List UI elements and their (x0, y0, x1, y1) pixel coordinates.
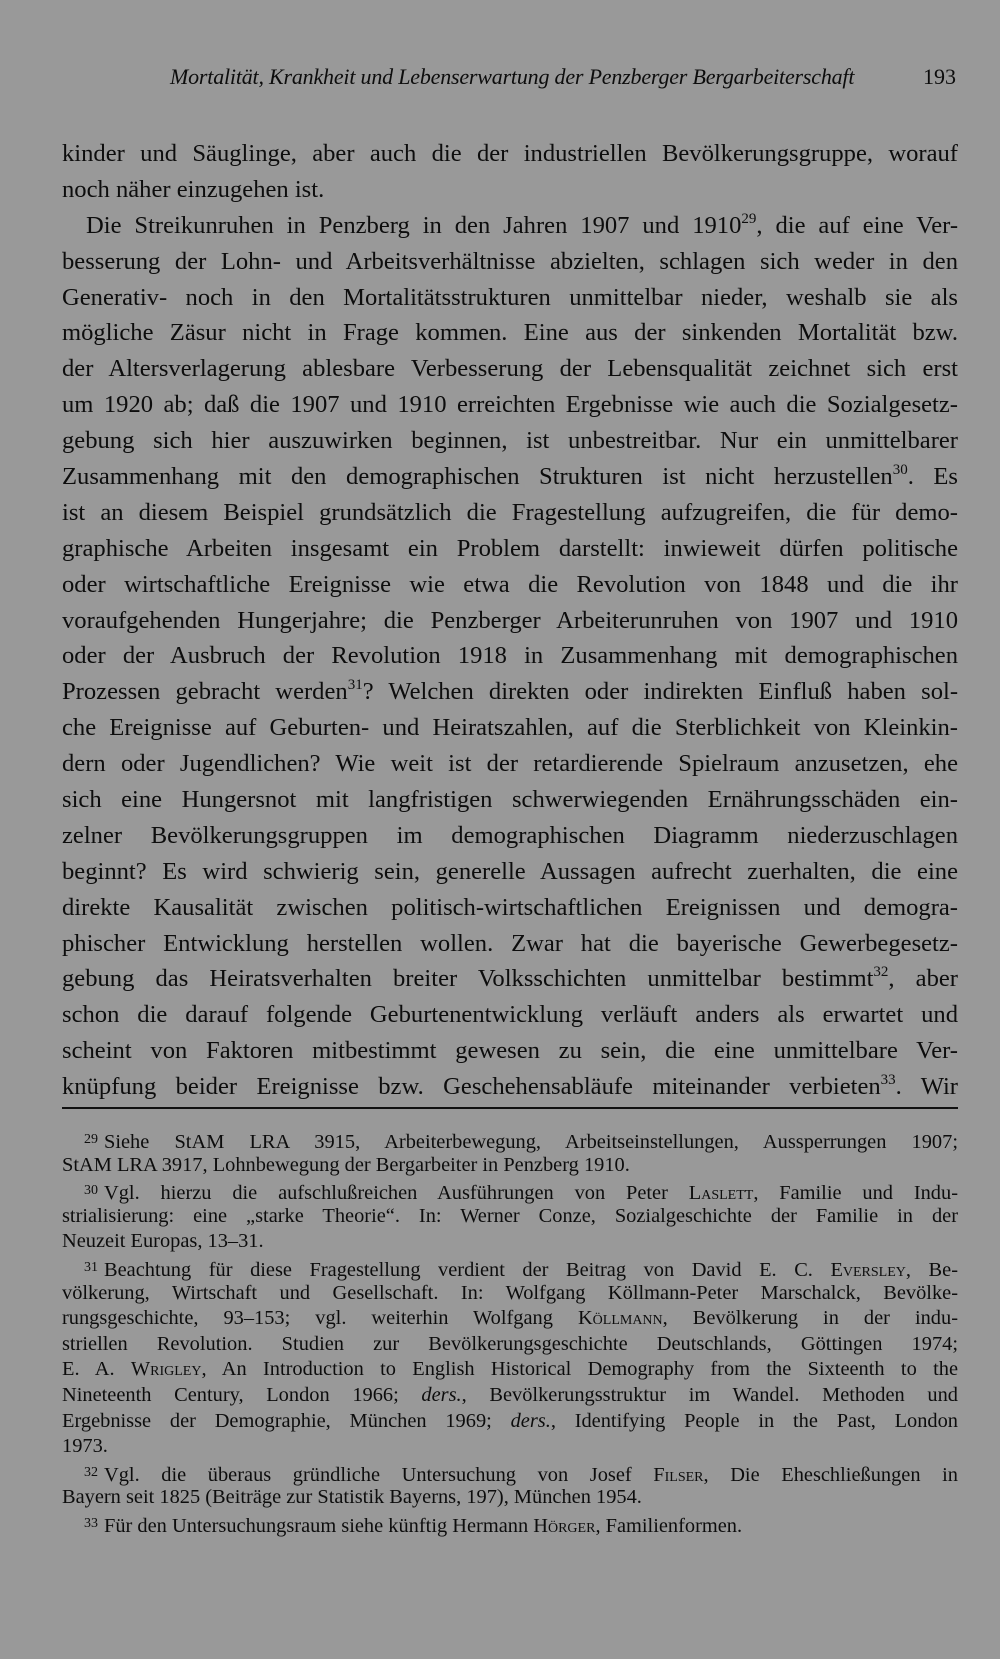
footnote-text: Ergebnisse der Demographie, München 1969; (62, 1409, 511, 1432)
footnote-line (62, 1383, 958, 1409)
footnote-ref-32: 32 (873, 964, 889, 981)
footnote-line: strialisierung: eine „starke Theorie“. In: Werner Conze, Sozialgeschichte der Familie in der (62, 1204, 958, 1227)
body-line: der Altersverlagerung ablesbare Verbesserung der Lebensqualität zeichnet sich erst (62, 355, 958, 383)
text-fragment: gebung das Heiratsverhalten breiter Volksschichten unmittelbar bestimmt (62, 965, 874, 993)
footnote-text: , Familienformen. (595, 1514, 743, 1537)
footnote-number: 31 (84, 1259, 98, 1275)
body-line (62, 674, 958, 710)
text-fragment: . Wir (895, 1073, 958, 1101)
text-fragment: , aber (888, 965, 958, 993)
footnote-line: 1973. (62, 1435, 108, 1458)
body-line: graphische Arbeiten insgesamt ein Problem darstellt: inwieweit dürfen politische (62, 534, 958, 562)
body-line: schon die darauf folgende Geburtenentwicklung verläuft anders als erwartet und (62, 1001, 958, 1029)
footnote-text: , An Introduction to English Historical Demography from the Sixteenth to the (201, 1358, 958, 1381)
author-name: Filser (653, 1463, 704, 1486)
body-line (62, 1069, 958, 1105)
footnote-text: , Be- (905, 1258, 958, 1281)
body-line (62, 459, 958, 495)
footnote-number: 29 (84, 1132, 98, 1147)
body-line: noch näher einzugehen ist. (62, 175, 325, 203)
running-title: Mortalität, Krankheit und Lebenserwartung der Penzberger Bergarbeiterschaft (170, 64, 855, 89)
footnote-line: striellen Revolution. Studien zur Bevölkerungsgeschichte Deutschlands, Göttingen 1974; (62, 1332, 958, 1355)
body-line: direkte Kausalität zwischen politisch-wirtschaftlichen Ereignissen und demogra- (62, 893, 958, 921)
body-line: voraufgehenden Hungerjahre; die Penzberger Arbeiterunruhen von 1907 und 1910 (62, 606, 958, 634)
footnote-line (62, 1409, 958, 1435)
footnote-30 (62, 1178, 958, 1204)
text-fragment: , die auf eine Ver- (756, 211, 959, 239)
footnote-separator (62, 1107, 958, 1109)
footnote-line: Neuzeit Europas, 13–31. (62, 1230, 264, 1253)
footnote-text: Für den Untersuchungsraum siehe künftig Hermann (104, 1514, 534, 1537)
footnote-ref-33: 33 (880, 1072, 896, 1089)
body-line: besserung der Lohn- und Arbeitsverhältnisse abzielten, schlagen sich weder in den (62, 247, 958, 275)
body-line: ist an diesem Beispiel grundsätzlich die Fragestellung aufzugreifen, die für demo- (62, 498, 958, 526)
author-name: Laslett (688, 1182, 754, 1205)
footnote-text: E. A. (62, 1358, 131, 1381)
body-line: zelner Bevölkerungsgruppen im demographischen Diagramm niederzuschlagen (62, 821, 958, 849)
footnote-text: rungsgeschichte, 93–153; vgl. weiterhin Wolfgang (62, 1307, 578, 1330)
body-line: kinder und Säuglinge, aber auch die der industriellen Bevölkerungsgruppe, worauf (62, 140, 958, 167)
text-fragment: Prozessen gebracht werden (62, 678, 348, 706)
footnote-33 (62, 1511, 958, 1537)
text-fragment: Die Streikunruhen in Penzberg in den Jahren 1907 und 1910 (86, 211, 742, 239)
footnote-ref-29: 29 (741, 210, 757, 227)
body-line: um 1920 ab; daß die 1907 und 1910 erreichten Ergebnisse wie auch die Sozialgesetz- (62, 391, 958, 419)
footnote-text: , Die Eheschließungen in (703, 1463, 958, 1486)
footnote-32 (62, 1460, 958, 1486)
footnote-line: völkerung, Wirtschaft und Gesellschaft. In: Wolfgang Köllmann-Peter Marschalck, Bevölke- (62, 1281, 958, 1304)
footnote-29 (62, 1127, 958, 1153)
page-number: 193 (923, 64, 956, 89)
footnote-31 (62, 1255, 958, 1281)
text-fragment: . Es (907, 463, 959, 491)
footnote-text: Nineteenth Century, London 1966; (62, 1383, 422, 1406)
body-line: phischer Entwicklung herstellen wollen. Zwar hat die bayerische Gewerbegesetz- (62, 929, 958, 957)
footnote-ref-31: 31 (347, 677, 363, 694)
ibid-reference: ders. (421, 1383, 462, 1406)
text-fragment: knüpfung beider Ereignisse bzw. Geschehensabläufe miteinander verbieten (62, 1073, 881, 1101)
footnote-text: , Bevölkerungsstruktur im Wandel. Methoden und (461, 1383, 958, 1406)
footnote-text: , Bevölkerung in der indu- (662, 1307, 958, 1330)
body-line: sich eine Hungersnot mit langfristigen schwerwiegenden Ernährungsschäden ein- (62, 786, 958, 814)
body-line: oder der Ausbruch der Revolution 1918 in Zusammenhang mit demographischen (62, 642, 958, 670)
text-fragment: Zusammenhang mit den demographischen Strukturen ist nicht herzustellen (62, 463, 893, 491)
body-text (62, 136, 958, 1105)
footnote-text: Siehe StAM LRA 3915, Arbeiterbewegung, Arbeitseinstellungen, Aussperrungen 1907; (104, 1131, 958, 1153)
footnote-text: Vgl. hierzu die aufschlußreichen Ausführungen von Peter (104, 1182, 689, 1205)
footnote-ref-30: 30 (892, 462, 908, 479)
author-name: Wrigley (130, 1358, 202, 1381)
footnote-line: StAM LRA 3917, Lohnbewegung der Bergarbeiter in Penzberg 1910. (62, 1153, 630, 1176)
footnote-line (62, 1357, 958, 1383)
body-line: mögliche Zäsur nicht in Frage kommen. Eine aus der sinkenden Mortalität bzw. (62, 319, 958, 347)
body-line: scheint von Faktoren mitbestimmt gewesen zu sein, die eine unmittelbare Ver- (62, 1037, 958, 1065)
body-line: dern oder Jugendlichen? Wie weit ist der retardierende Spielraum anzusetzen, ehe (62, 750, 958, 778)
ibid-reference: ders. (510, 1409, 551, 1432)
body-line (62, 208, 958, 244)
footnote-line (62, 1306, 958, 1332)
footnote-text: Vgl. die überaus gründliche Untersuchung von Josef (104, 1463, 654, 1486)
author-name: Köllmann (577, 1307, 663, 1330)
author-name: Eversley (830, 1258, 906, 1281)
footnote-text: , Familie und Indu- (753, 1182, 958, 1205)
body-line: oder wirtschaftliche Ereignisse wie etwa die Revolution von 1848 und die ihr (62, 570, 958, 598)
body-line: gebung sich hier auszuwirken beginnen, ist unbestreitbar. Nur ein unmittelbarer (62, 427, 958, 455)
footnotes (62, 1127, 958, 1537)
footnote-number: 33 (84, 1515, 98, 1531)
footnote-line: Bayern seit 1825 (Beiträge zur Statistik Bayerns, 197), München 1954. (62, 1486, 642, 1509)
footnote-number: 32 (84, 1464, 98, 1480)
footnote-text: , Identifying People in the Past, London (550, 1409, 959, 1432)
text-fragment: ? Welchen direkten oder indirekten Einfluß haben sol- (362, 678, 959, 706)
body-line: beginnt? Es wird schwierig sein, generelle Aussagen aufrecht zuerhalten, die eine (62, 857, 958, 885)
body-line: Generativ- noch in den Mortalitätsstrukturen unmittelbar nieder, weshalb sie als (62, 283, 958, 311)
body-line: che Ereignisse auf Geburten- und Heiratszahlen, auf die Sterblichkeit von Kleinkin- (62, 714, 958, 742)
body-line (62, 961, 958, 997)
footnote-number: 30 (84, 1183, 98, 1199)
running-header (62, 62, 958, 96)
author-name: Hörger (533, 1514, 596, 1537)
footnote-text: Beachtung für diese Fragestellung verdient der Beitrag von David E. C. (104, 1258, 831, 1281)
